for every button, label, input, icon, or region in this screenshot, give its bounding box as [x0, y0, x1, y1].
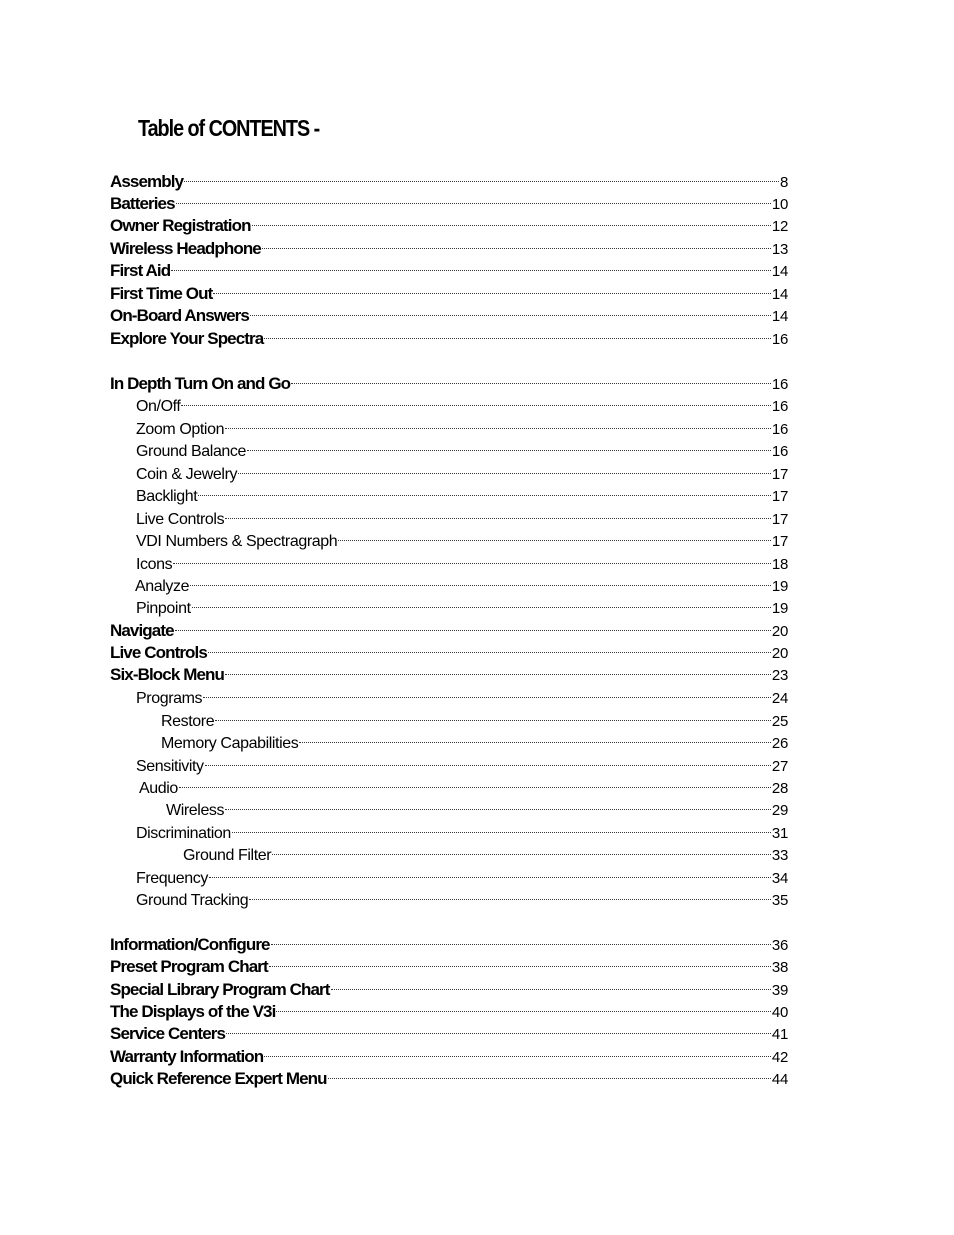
toc-entry-page-number: 14 — [771, 308, 788, 325]
toc-entry — [136, 502, 788, 528]
toc-entry-label: Discrimination — [136, 825, 231, 842]
toc-entry-page-number: 26 — [771, 735, 788, 752]
dot-leader — [171, 254, 771, 276]
dot-leader — [264, 322, 771, 344]
toc-entry-page-number: 39 — [771, 982, 788, 999]
toc-entry — [110, 1062, 788, 1088]
dot-leader — [225, 412, 771, 434]
dot-leader — [269, 950, 771, 972]
toc-entry — [136, 479, 788, 505]
toc-entry-label: First Time Out — [110, 284, 213, 303]
dot-leader — [179, 771, 771, 793]
toc-entry — [136, 389, 788, 415]
toc-entry-label: Wireless — [166, 802, 225, 819]
dot-leader — [331, 973, 771, 995]
toc-entry — [136, 547, 788, 573]
toc-entry-page-number: 42 — [771, 1049, 788, 1066]
toc-entry — [136, 457, 788, 483]
toc-entry — [166, 793, 788, 819]
toc-entry-label: Frequency — [136, 870, 208, 887]
toc-entry-page-number: 34 — [771, 870, 788, 887]
toc-entry-label: Audio — [139, 780, 178, 797]
toc-entry — [110, 995, 788, 1021]
toc-entry — [110, 322, 788, 348]
toc-entry — [110, 614, 788, 640]
dot-leader — [249, 883, 771, 905]
toc-entry-label: VDI Numbers & Spectragraph — [136, 533, 338, 550]
dot-leader — [299, 726, 771, 748]
dot-leader — [250, 299, 771, 321]
toc-entry-page-number: 13 — [771, 241, 788, 258]
toc-entry-page-number: 12 — [771, 218, 788, 235]
toc-entry-label: Sensitivity — [136, 758, 204, 775]
toc-entry-label: Ground Tracking — [136, 892, 249, 909]
toc-entry-label: Live Controls — [136, 511, 225, 528]
toc-entry-label: Coin & Jewelry — [136, 466, 238, 483]
toc-entry-label: Assembly — [110, 172, 184, 191]
toc-entry-label: Six-Block Menu — [110, 665, 224, 684]
toc-entry — [110, 165, 788, 191]
toc-entry-page-number: 17 — [771, 533, 788, 550]
dot-leader — [213, 277, 771, 299]
toc-entry-page-number: 36 — [771, 937, 788, 954]
toc-entry-page-number: 20 — [771, 623, 788, 640]
toc-entry — [136, 591, 788, 617]
toc-entry-label: Explore Your Spectra — [110, 329, 264, 348]
toc-entry-label: Service Centers — [110, 1024, 226, 1043]
dot-leader — [276, 995, 771, 1017]
toc-entry-page-number: 33 — [771, 847, 788, 864]
dot-leader — [264, 1040, 771, 1062]
dot-leader — [226, 1017, 771, 1039]
toc-entry — [110, 1017, 788, 1043]
toc-entry-page-number: 29 — [771, 802, 788, 819]
toc-entry-page-number: 19 — [771, 600, 788, 617]
toc-entry-label: Programs — [136, 690, 203, 707]
toc-entry-page-number: 24 — [771, 690, 788, 707]
toc-entry-page-number: 17 — [771, 511, 788, 528]
toc-entry-label: Quick Reference Expert Menu — [110, 1069, 327, 1088]
dot-leader — [225, 793, 771, 815]
toc-entry — [136, 816, 788, 842]
toc-entry-page-number: 28 — [771, 780, 788, 797]
toc-entry — [139, 771, 788, 797]
toc-entry-page-number: 25 — [771, 713, 788, 730]
toc-entry-label: Memory Capabilities — [161, 735, 299, 752]
toc-entry — [110, 187, 788, 213]
toc-entry-page-number: 16 — [771, 331, 788, 348]
toc-entry — [136, 749, 788, 775]
dot-leader — [272, 838, 771, 860]
toc-entry — [110, 277, 788, 303]
toc-entry — [136, 524, 788, 550]
toc-entry-page-number: 38 — [771, 959, 788, 976]
dot-leader — [291, 367, 771, 389]
dot-leader — [238, 457, 771, 479]
toc-entry-page-number: 23 — [771, 667, 788, 684]
toc-entry-page-number: 16 — [771, 421, 788, 438]
toc-entry — [110, 658, 788, 684]
toc-entry — [110, 367, 788, 393]
toc-entry — [110, 232, 788, 258]
dot-leader — [203, 681, 771, 703]
toc-entry-page-number: 40 — [771, 1004, 788, 1021]
toc-entry-label: Live Controls — [110, 643, 207, 662]
toc-entry — [110, 209, 788, 235]
toc-entry-label: In Depth Turn On and Go — [110, 374, 291, 393]
toc-entry-label: Warranty Information — [110, 1047, 264, 1066]
dot-leader — [173, 547, 771, 569]
toc-entry — [110, 973, 788, 999]
dot-leader — [208, 636, 771, 658]
toc-entry-label: Analyze — [135, 578, 190, 595]
toc-entry-label: Information/Configure — [110, 935, 270, 954]
toc-entry-label: Backlight — [136, 488, 198, 505]
toc-entry-page-number: 35 — [771, 892, 788, 909]
toc-entry-page-number: 27 — [771, 758, 788, 775]
dot-leader — [328, 1062, 771, 1084]
toc-entry-label: Ground Filter — [183, 847, 272, 864]
toc-entry-label: Wireless Headphone — [110, 239, 261, 258]
toc-entry-page-number: 14 — [771, 263, 788, 280]
dot-leader — [198, 479, 771, 501]
dot-leader — [190, 569, 771, 591]
toc-entry — [135, 569, 788, 595]
toc-entry-label: Restore — [161, 713, 215, 730]
dot-leader — [181, 389, 770, 411]
toc-entry-page-number: 18 — [771, 556, 788, 573]
toc-entry — [136, 412, 788, 438]
toc-entry-page-number: 31 — [771, 825, 788, 842]
dot-leader — [215, 704, 771, 726]
dot-leader — [184, 165, 779, 187]
toc-entry-label: Special Library Program Chart — [110, 980, 330, 999]
toc-entry-label: On/Off — [136, 398, 181, 415]
dot-leader — [338, 524, 771, 546]
toc-entry — [136, 883, 788, 909]
toc-entry-label: Preset Program Chart — [110, 957, 268, 976]
toc-entry-page-number: 16 — [771, 376, 788, 393]
dot-leader — [175, 614, 771, 636]
toc-entry-label: Navigate — [110, 621, 174, 640]
toc-entry-page-number: 8 — [779, 174, 788, 191]
toc-entry-page-number: 10 — [771, 196, 788, 213]
toc-entry-label: Zoom Option — [136, 421, 225, 438]
toc-entry-page-number: 16 — [771, 443, 788, 460]
dot-leader — [271, 928, 771, 950]
toc-entry-page-number: 17 — [771, 488, 788, 505]
toc-entry-page-number: 16 — [771, 398, 788, 415]
toc-entry-page-number: 20 — [771, 645, 788, 662]
dot-leader — [232, 816, 771, 838]
toc-entry — [110, 1040, 788, 1066]
dot-leader — [262, 232, 771, 254]
toc-entry-page-number: 41 — [771, 1026, 788, 1043]
toc-entry — [110, 950, 788, 976]
toc-entry — [136, 861, 788, 887]
dot-leader — [192, 591, 771, 613]
toc-entry-label: First Aid — [110, 261, 171, 280]
toc-entry-page-number: 44 — [771, 1071, 788, 1088]
dot-leader — [225, 502, 771, 524]
toc-entry — [110, 636, 788, 662]
page-title: Table of CONTENTS - — [138, 115, 320, 141]
toc-entry-page-number: 19 — [771, 578, 788, 595]
toc-entry — [136, 434, 788, 460]
toc-entry-page-number: 17 — [771, 466, 788, 483]
toc-entry-label: Ground Balance — [136, 443, 247, 460]
toc-entry — [183, 838, 788, 864]
toc-entry — [110, 928, 788, 954]
toc-entry — [161, 704, 788, 730]
toc-entry-page-number: 14 — [771, 286, 788, 303]
toc-entry-label: On-Board Answers — [110, 306, 249, 325]
toc-entry-label: Owner Registration — [110, 216, 251, 235]
toc-entry — [136, 681, 788, 707]
dot-leader — [176, 187, 771, 209]
toc-entry — [110, 299, 788, 325]
dot-leader — [225, 658, 771, 680]
dot-leader — [209, 861, 771, 883]
toc-entry — [110, 254, 788, 280]
toc-entry-label: The Displays of the V3i — [110, 1002, 276, 1021]
dot-leader — [205, 749, 771, 771]
dot-leader — [247, 434, 771, 456]
toc-entry-label: Pinpoint — [136, 600, 191, 617]
dot-leader — [252, 209, 771, 231]
toc-entry — [161, 726, 788, 752]
toc-entry-label: Icons — [136, 556, 173, 573]
toc-entry-label: Batteries — [110, 194, 175, 213]
